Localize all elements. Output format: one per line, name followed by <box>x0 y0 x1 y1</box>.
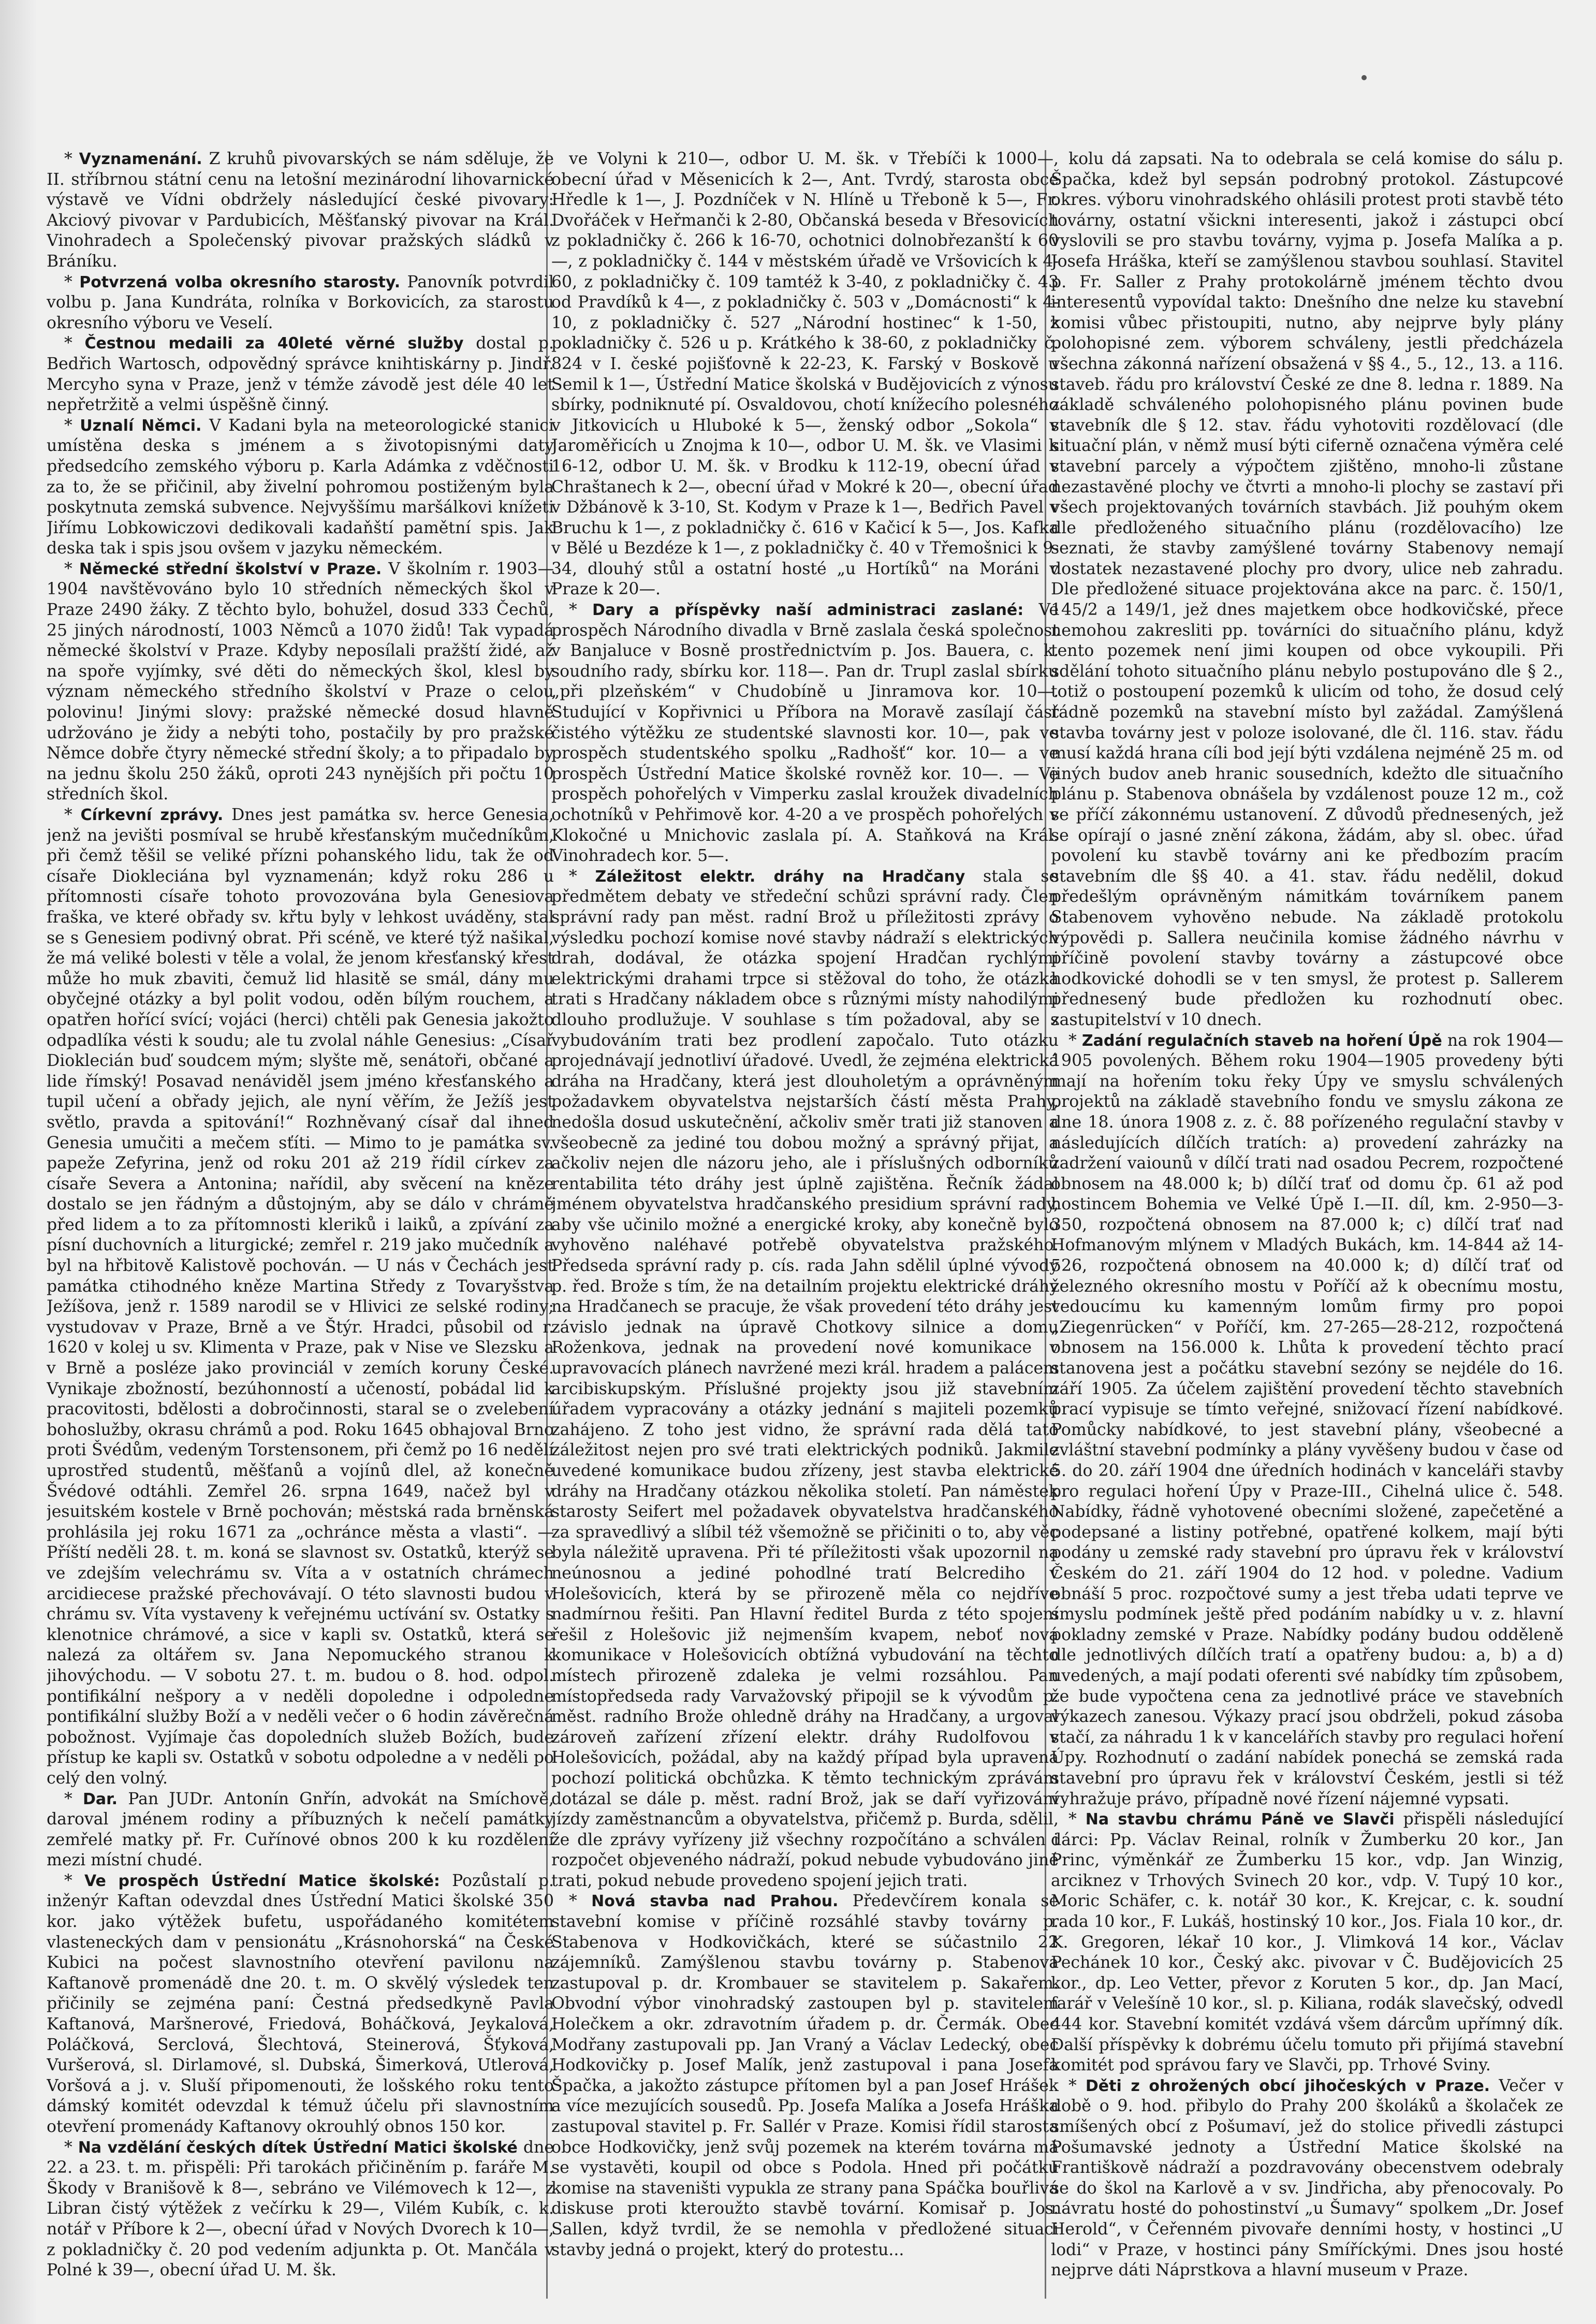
article-body-text: dostal p. Bedřich Wartosch, odpovědný správce knihtiskárny p. Jindř. Mercyho syna v Praze, jenž v témže závodě jest déle 40 let nepřetržitě a velmi úspěšně činný. <box>47 334 554 415</box>
article-paragraph <box>47 805 554 1789</box>
article-headline: Nová stavba nad Prahou. <box>591 1892 839 1911</box>
bullet-mark: * <box>569 867 595 886</box>
article-headline: Děti z ohrožených obcí jihočeských v Praze. <box>1085 2077 1490 2095</box>
article-headline: Čestnou medaili za 40leté věrné služby <box>84 334 464 353</box>
article-paragraph <box>47 149 554 272</box>
article-body-text: Dnes jest památka sv. herce Genesia, jenž na jevišti posmíval se hrubě křesťanským mučedníkům, při čemž těšil se veliké přízni pohanského lidu, tak že od císaře Diokleciána byl vyznamenán; když roku 286 u přítomnosti císaře tohoto provozována byla Genesiova fraška, ve které obřady sv. křtu byly v lehkost uváděny, stal se s Genesiem podivný obrat. Při scéně, ve které týž našikal, že má veliké bolesti v těle a volal, že jenom křesťanský křest může ho muk zbaviti, čemuž lid hlasitě se smál, dány mu obyčejné otázky a byl polit vodou, oděn bílým rouchem, a opatřen hořící svící; vojáci (herci) chtěli pak Genesia jakožto odpadlíka vésti k soudu; ale tu zvolal náhle Genesius: „Císař Dioklecián buď soudcem mým; slyšte mě, senátoři, občané a lide římský! Posavad nenáviděl jsem jméno křesťanského a tupil učení a obřady jejich, ale nyní věřím, že Ježíš jest světlo, pravda a spitování!“ Rozhněvaný císař dal ihned Genesia umučiti a mečem sťíti. — Mimo to je památka sv. papeže Zefyrina, jenž od roku 201 až 219 řídil církev za císaře Severa a Antonina; nařídil, aby svěcení na kněze dostalo se jen řádným a důstojným, aby se dálo v chrámě před lidem a to za přítomnosti kleriků i laiků, a zpívání za písní duchovních a liturgické; zemřel r. 219 jako mučedník a byl na hřbitově Kalistově pochován. — U nás v Čechách jest památka ctihodného kněze Martina Středy z Tovaryšstva Ježíšova, jenž r. 1589 narodil se v Hlivici ze selské rodiny; vystudovav v Praze, Brně a ve Štýr. Hradci, působil od r. 1620 v kolej u sv. Klimenta v Praze, pak v Nise ve Slezsku a v Brně a posléze jako provinciál v zemích koruny České. Vynikaje zbožností, bezúhonností a učeností, pobádal lid k pracovitosti, bdělosti a dobročinnosti, staral se o zvelebení bohoslužby, okrasu chrámů a pod. Roku 1645 obhajoval Brno proti Švédům, vedeným Torstensonem, při čemž po 16 nedělí uprostřed studentů, měšťanů a vojínů dlel, až konečně Švédové odtáhli. Zemřel 26. srpna 1649, načež byl v jesuitském kostele v Brně pochován; městská rada brněnská prohlásila jej roku 1671 za „ochránce města a vlasti“. — Příští neděli 28. t. m. koná se slavnost sv. Ostatků, kterýž se ve zdejším velechrámu sv. Víta a v ostatních chrámech arcidiecese pražské přechovávají. O této slavnosti budou v chrámu sv. Víta vystaveny k veřejnému uctívání sv. Ostatky s klenotnice chrámové, a sice v kapli sv. Ostatků, která se nalezá za oltářem sv. Jana Nepomuckého stranou k jihovýchodu. — V sobotu 27. t. m. budou o 8. hod. odpol. pontifikální nešpory a v neděli dopoledne i odpoledne pontifikální služby Boží a v neděli večer o 6 hodin závěrečná pobožnost. Vyjímaje čas dopoledních služeb Božích, bude přístup ke kapli sv. Ostatků v sobotu odpoledne a v neděli po celý den volný. <box>47 806 554 1788</box>
bullet-mark: * <box>569 601 593 620</box>
article-headline: Na stavbu chrámu Páně ve Slavči <box>1085 1810 1395 1829</box>
article-body-text: V školním r. 1903—1904 navštěvováno bylo 10 středních německých škol v Praze 2490 žáky. Z těchto bylo, bohužel, dosud 333 Čechů, 25 jiných národností, 1003 Němců a 1070 židů! Tak vypadá německé školství v Praze. Kdyby neposílali pražští židé, až na spoře vyjímky, své děti do německých škol, klesl by význam německého středního školství v Praze o celou polovinu! Jinými slovy: pražské německé dosud hlavně udržováno je židy a nebýti toho, postačily by pro pražské Němce dobře čtyry německé střední školy; a to připadalo by na jednu školu 250 žáků, oproti 243 nynějších při počtu 10 středních škol. <box>47 559 554 804</box>
article-body-text: V Kadani byla na meteorologické stanici umístěna deska s jménem a s životopisnými daty předsedcího zemského výboru p. Karla Adámka z vděčnosti za to, že se přičinil, aby živelní pohromou postiženým byla poskytnuta zemská subvence. Nejvyššímu maršálkovi knížeti Jiřímu Lobkowiczovi dedikovali kadaňští pamětní spis. Jak deska tak i spis jsou ovšem v jazyku německém. <box>47 416 554 558</box>
bullet-mark: * <box>64 1871 84 1890</box>
article-paragraph <box>47 416 554 559</box>
article-headline: Na vzdělání českých dítek Ústřední Matici školské <box>78 2138 518 2157</box>
bullet-mark: * <box>64 150 79 168</box>
article-headline: Dary a příspěvky naší administraci zaslané: <box>592 601 1024 620</box>
article-body-text: ve Volyni k 210—, odbor U. M. šk. v Třebíči k 1000—, obecní úřad v Měsenicích k 2—, Ant. Tvrdý, starosta obce Hředle k 1—, J. Pozdníček v N. Hlíně u Třeboně k 5—, Fr. Dvořáček v Heřmanči k 2-80, Občanská beseda v Břesovicích z pokladničky č. 266 k 16-70, ochotnici dolnobřezanští k 60—, z pokladničky č. 144 v městském úřadě ve Vršovicích k 4-60, z pokladničky č. 109 tamtéž k 3-40, z pokladničky č. 43 od Pravdíků k 4—, z pokladničky č. 503 v „Domácnosti“ k 4-10, z pokladničky č. 527 „Národní hostinec“ k 1-50, z pokladničky č. 526 u p. Krátkého k 38-60, z pokladničky č. 824 v I. české pojišťovně k 22-23, K. Farský v Boskově u Semil k 1—, Ústřední Matice školská v Budějovicích z výnosu sbírky, podniknuté pí. Osvaldovou, chotí knížecího polesného v Jitkovicích u Hluboké k 5—, ženský odbor „Sokola“ v Jaroměřicích u Znojma k 10—, odbor U. M. šk. ve Vlasimi k 16-12, odbor U. M. šk. v Brodku k 112-19, obecní úřad v Chraštanech k 2—, obecní úřad v Mokré k 20—, obecní úřad v Džbánově k 3-10, St. Kodym v Praze k 1—, Bedřich Pavel v Bruchu k 1—, z pokladničky č. 616 v Kačicí k 5—, Jos. Kafka v Bělé u Bezdéze k 1—, z pokladničky č. 40 v Třemošnici k 9-34, dlouhý stůl a ostatní hosté „u Hortíků“ na Moráni v Praze k 20—. <box>551 150 1059 599</box>
article-headline: Německé střední školství v Praze. <box>79 560 382 578</box>
article-body-text: Z kruhů pivovarských se nám sděluje, že II. stříbrnou státní cenu na letošní mezinárodní lihovarnické výstavě ve Vídni obdržely následující české pivovary: Akciový pivovar v Pardubicích, Měšťanský pivovar na Král. Vinohradech a Společenský pivovar pražských sládků v Bráníku. <box>47 150 554 271</box>
text-column-3 <box>1051 149 1563 2308</box>
article-headline: Vyznamenání. <box>79 150 202 168</box>
article-body-text: Pozůstalí p. inženýr Kaftan odevzdal dnes Ústřední Matici školské 350 kor. jako výtěžek bufetu, uspořádaného komitétem vlasteneckých dam v pensionátu „Krásnohorská“ na České Kubici na počest slavnostního otevření pavilonu na Kaftanově promenádě dne 20. t. m. O skvělý výsledek ten přičinily se zejména paní: Čestná předsedkyně Pavla Kaftanová, Maršnerové, Friedová, Boháčková, Jeykalová, Poláčková, Serclová, Šlechtová, Steinerová, Šťyková, Vuršerová, sl. Dirlamové, sl. Dubská, Šimerková, Utlerová, Voršová a j. v. Sluší připomenouti, že lošského roku tento dámský komitét odevzdal k témuž účelu při slavnostním otevření promenády Kaftanovy okrouhlý obnos 150 kor. <box>47 1871 554 2136</box>
article-headline: Zadání regulačních staveb na hoření Úpě <box>1081 1031 1442 1050</box>
article-body-text: Předevčírem konala se stavební komise v příčině rozsáhlé stavby továrny p. Stabenova v Hodkovičkách, které se súčastnilo 22 zájemníků. Zamýšlenou stavbu továrny p. Stabenova zastupoval p. dr. Krombauer se stavitelem p. Sakařem. Obvodní výbor vinohradský zastoupen byl p. stavitelem Holečkem a okr. zdravotním úřadem p. dr. Čermák. Obec Modřany zastupovali pp. Jan Vraný a Václav Ledecký, obec Hodkovičky p. Josef Malík, jenž zastupoval i pana Josefa Špačka, a jakožto zástupce přítomen byl a pan Josef Hrášek a více mezujících sousedů. Pp. Josefa Malíka a Josefa Hráška zastupoval stavitel p. Fr. Sallér v Praze. Komisi řídil starosta obce Hodkovičky, jenž svůj pozemek na kterém továrna má se vystavěti, koupil od obce s Podola. Hned při počátku komise na staveništi vypukla ze strany pana Spáčka bouřlivá diskuse proti kteroužto stavbě tovární. Komisař p. Jos. Sallen, když tvrdil, že se nemohla v předložené situaci stavby jedná o projekt, který do protestu... <box>551 1892 1059 2259</box>
article-paragraph <box>1051 1031 1563 1810</box>
article-headline: Ve prospěch Ústřední Matice školské: <box>84 1872 440 1890</box>
article-paragraph <box>551 149 1059 600</box>
article-paragraph <box>47 2138 554 2281</box>
article-body-text: na rok 1904—1905 povolených. Během roku 1904—1905 provedeny býti mají na hořením toku řeky Úpy ve smyslu schválených projektů na základě stavebního fondu ve smyslu zákona ze dne 18. února 1908 z. z. č. 88 pořízeného regulační stavby v následujících dílčích tratích: a) provedení zahrázky na zadržení vaiounů v dílčí trati nad osadou Pecrem, rozpočtené obnosem na 48.000 k; b) dílčí trať od domu čp. 61 až pod hostincem Bohemia ve Velké Úpě I.—II. díl, km. 2-950—3-350, rozpočtená obnosem na 87.000 k; c) dílčí trať nad Hofmanovým mlýnem v Mladých Bukách, km. 14-844 až 14-526, rozpočtená obnosem na 40.000 k; d) dílčí trať od železného okresního mostu v Poříčí až k obecnímu mostu, vedoucímu ku kamenným lomům firmy pro popoi „Ziegenrücken“ v Poříčí, km. 27-265—28-212, rozpočtená obnosem na 156.000 k. Lhůta k provedení těchto prací stanovena jest a počátku stavební sezóny se nejdéle do 16. září 1905. Za účelem zajištění provedení těchto stavebních prací vypisuje se tímto veřejné, snižovací řízení nabídkové. Pomůcky nabídkové, to jest stavební plány, všeobecné a zvláštní stavební podmínky a plány vyvěšeny budou v čase od 5. do 20. září 1904 dne úředních hodinách v kanceláři stavby pro regulaci hoření Úpy v Praze-III., Cihelná ulice č. 548. Nabídky, řádně vyhotovené obecními složené, zapečetěné a podepsané a listiny potřebné, opatřené kolkem, mají býti podány u zemské rady stavební pro úpravu řek v království Českém do 21. září 1904 do 12 hod. v poledne. Vadium obnáší 5 proc. rozpočtové sumy a jest třeba udati teprve ve smyslu podmínek ještě před podáním nabídky u v. z. hlavní pokladny zemské v Praze. Nabídky podány budou odděleně dle jednotlivých dílčích tratí a opatřeny budou: a, b) a d) uvedených, a mají podati oferenti své nabídky tím způsobem, že bude vypočtena cena za jednotlivé práce ve stavebních výkazech zanesou. Výkazy prací jsou obdrželi, pokud zásoba stačí, za náhradu 1 k v kancelářích stavby pro regulaci hoření Úpy. Rozhodnutí o zadání nabídek ponechá se zemská rada stavební pro úpravu řek v království Českém, jestli si též vyhražuje právo, případně nové řízení nájemné vypsati. <box>1051 1031 1563 1808</box>
article-body-text: Panovník potvrdil volbu p. Jana Kundráta, rolníka v Borkovicích, za starostu okresního výboru ve Veselí. <box>47 272 554 332</box>
article-body-text: stala se předmětem debaty ve středeční schůzi správní rady. Člen správní rady pan měst. radní Brož u příležitosti zprávy o výsledku pochozí komise nové stavby nádraží s elektrických drah, dodával, že otázka spojení Hradčan rychlými elektrickými drahami trpce si stěžoval do toho, že otázka trati s Hradčany nákladem obce s různými místy nahodilými dlouho prodlužuje. V souhlase s tím požadoval, aby se s vybudováním trati bez prodlení započalo. Tuto otázku projednávají jednotliví úřadové. Uvedl, že zejména elektrická dráha na Hradčany, která jest dlouholetým a oprávněným požadavkem obyvatelstva nejstarších částí města Prahy, nedošla dosud uskutečnění, ačkoliv směr trati již stanoven a všeobecně za jediné tou dobou možný a správný přijat, a ačkoliv nejen dle názoru jeho, ale i příslušných odborníků rentabilita této dráhy jest úplně zajištěna. Řečník žádal jménem obyvatelstva hradčanského presidium správní rady, aby vše učinilo možné a energické kroky, aby konečně bylo vyhověno naléhavé potřebě obyvatelstva pražského. Předseda správní rady p. cís. rada Jahn sdělil úplné vývody p. řed. Brože s tím, že na detailním projektu elektrické dráhy na Hradčanech se pracuje, že však provedení této dráhy jest závislo jednak na úpravě Chotkovy silnice a domu Roženkova, jednak na provedení nové komunikace v upravovacích plánech navržené mezi král. hradem a palácem arcibiskupským. Příslušné projekty jsou již stavebním úřadem vypracovány a otázky jednání s majiteli pozemků zahájeno. Z toho jest vidno, že správní rada dělá tato záležitost nejen pro své trati elektrických podniků. Jakmile uvedené komunikace budou zřízeny, jest stavba elektrické dráhy na Hradčany otázkou několika století. Pan náměstek starosty Seifert mel požadavek obyvatelstva hradčanského za spravedlivý a slíbil též všemožně se přičiniti o to, aby věc byla náležitě upravena. Při té příležitosti však upozornil na neúnosnou a jediné pohodlné tratí Belcrediho v Holešovicích, která by se přirozeně měla co nejdříve nadmírnou řešiti. Pan Hlavní ředitel Burda z této spojení řešil z Holešovic již nejmenším kvapem, neboť nová komunikace v Holešovicích obtížná vybudování na těchto místech přirozeně zdaleka je velmi rozsáhlou. Pan místopředseda rady Varvažovský připojil se k vývodům p. měst. radního Brože ohledně dráhy na Hradčany, a urgoval zároveň zařízení zřízení elektr. dráhy Rudolfovou v Holešovicích, požádal, aby na každý případ byla upravena pochozí politická obchůzka. K těmto technickým zprávám dotázal se dále p. měst. radní Brož, jak se daří vyřizování jízdy zaměstnancům a obyvatelstva, přičemž p. Burda, sdělil, že dle zprávy vyřízeny již všechny rozpočítáno a schválen i rozpočet objeveného nádraží, pokud nebude vybudováno jiné trati, pokud nebude provedeno spojení jejich trati. <box>551 867 1059 1890</box>
article-paragraph <box>47 1789 554 1871</box>
article-paragraph <box>551 867 1059 1892</box>
bullet-mark: * <box>1068 1031 1082 1050</box>
article-body-text: Večer v době o 9. hod. přibylo do Prahy 200 školáků a školaček ze smíšených obcí z Pošumaví, jež do stolice přivedli zástupci Pošumavské jednoty a Ústřední Matice školské na Františkově nádraží a pozdravovány obecenstvem odebraly se do škol na Karlově a v sv. Jindřicha, aby přenocovaly. Po návratu hosté do pohostinství „u Šumavy“ spolkem „Dr. Josef Herold“, v Čeřenném pivovaře denními hosty, v hostinci „U lodi“ v Praze, v hostinci pány Smíříckými. Dnes jsou hosté nejprve dáti Náprstkova a hlavní museum v Praze. <box>1051 2076 1563 2280</box>
article-body-text: dne 22. a 23. t. m. přispěli: Při tarokách přičiněním p. faráře M. Škody v Branišově k 8—, sebráno ve Vilémovech k 12—, z Libran čistý výtěžek z večírku k 29—, Vilém Kubík, c. k. notář v Příbore k 2—, obecní úřad v Nových Dvorech k 10—, z pokladničky č. 20 pod vedením adjunkta p. Ot. Mančála v Polné k 39—, obecní úřad U. M. šk. <box>47 2138 554 2280</box>
article-body-text: Ve prospěch Národního divadla v Brně zaslala česká společnost v Banjaluce v Bosně prostřednictvím p. Jos. Bauera, c. k. soudního rady, sbírku kor. 118—. Pan dr. Trupl zaslal sbírku „při plzeňském“ v Chudobíně u Jinramova kor. 10—. Studující v Kopřivnici u Příbora na Moravě zasílají část čistého výtěžku ze studentské slavnosti kor. 10—, pak ve prospěch studentského spolku „Radhošť“ kor. 10— a ve prospěch Ústřední Matice školské rovněž kor. 10—. — Ve prospěch pohořelých v Vimperku zaslal kroužek divadelních ochotníků v Pehřimově kor. 4-20 a ve prospěch pohořelých v Klokočné u Mnichovic zaslala pí. A. Staňková na Král. Vinohradech kor. 5—. <box>551 601 1059 866</box>
bullet-mark: * <box>569 1892 592 1911</box>
text-column-1 <box>47 149 554 2308</box>
article-paragraph <box>551 1891 1059 2260</box>
article-paragraph <box>47 559 554 805</box>
article-paragraph <box>551 600 1059 867</box>
article-headline: Církevní zprávy. <box>80 806 224 824</box>
article-body-text: kolu dá zapsati. Na to odebrala se celá komise do sálu p. Špačka, kdež byl sepsán podrobný protokol. Zástupcové okres. výboru vinohradského ohlásili protest proti stavbě této továrny, ostatní všickni interesenti, jakož i zástupci obcí vyslovili se pro stavbu továrny, vyjma p. Josefa Malíka a p. Josefa Hráška, kteří se zamýšlenou stavbou souhlasí. Stavitel p. Fr. Saller z Prahy protokolárně jménem těchto dvou interesentů vypovídal takto: Dnešního dne nelze ku stavební komisi vůbec přistoupiti, nutno, aby nejprve byly plány polohopisné zem. výborem schváleny, jestli předcházela všechna zákonná nařízení obsažená v §§ 4., 5., 12., 13. a 116. staveb. řádu pro království České ze dne 8. ledna r. 1889. Na základě schváleného polohopisného plánu povinen bude stavebník dle § 12. stav. řádu vyhotoviti rozdělovací (dle situační plán, v němž musí býti ciferně označena výměra celé stavební parcely a výpočtem zjištěno, mnoho-li zůstane nezastavěné plochy ve čtvrti a mnoho-li plochy se zastaví při všech projektovaných továrních stavbách. Již pouhým okem dle předloženého situačního plánu (rozdělovacího) lze seznati, že stavby zamýšlené továrny Stabenovy nemají dostatek nezastavené plochy pro dvory, ulice neb zahradu. Dle předložené situace projektována akce na parc. č. 150/1, 145/2 a 149/1, jež dnes majetkem obce hodkovičské, přece nemohou zakresliti pp. továrníci do situačního plánu, když tento pozemek není jimi koupen od obce vykoupili. Při sdělání tohoto situačního plánu nebylo postupováno dle § 2., totiž o postoupení pozemků k ulicím od toho, že dosud celý řádně pozemků na stavební místo byl zažádal. Zamýšlená stavba továrny jest v poloze isolované, dle čl. 116. stav. řádu musí každá hrana cíli bod její býti vzdálena nejméně 25 m. od jiných budov aneb hranic sousedních, kdežto dle situačního plánu p. Stabenova obnášela by vzdálenost pouze 12 m., což se příčí zákonnému ustanovení. Z důvodů přednesených, jež se opírají o jasné znění zákona, žádám, aby sl. obec. úřad povolení ku stavbě továrny ani ke předbozím pracím stavebním dle §§ 40. a 41. stav. řádu nedělil, dokud předešlým oprávněným námitkám továrníkem panem Stabenovem vyhověno nebude. Na základě protokolu výpovědi p. Sallera neučinila komise žádného návrhu v příčině povolení stavby továrny a zástupcové obce hodkovické dohodli se v ten smysl, že protest p. Sallerem přednesený bude předložen ku rozhodnutí obec. zastupitelství v 10 dnech. <box>1051 150 1563 1029</box>
bullet-mark: * <box>64 1789 83 1808</box>
article-paragraph <box>47 272 554 334</box>
ink-speck <box>1361 75 1367 80</box>
article-paragraph <box>1051 2076 1563 2281</box>
article-headline: Dar. <box>83 1790 118 1808</box>
article-headline: Uznalí Němci. <box>80 416 202 435</box>
bullet-mark: * <box>64 272 80 291</box>
bullet-mark: * <box>64 806 81 824</box>
article-body-text: přispěli následující dárci: Pp. Václav Reinal, rolník v Žumberku 20 kor., Jan Princ, výměnkář ze Žumberku 15 kor., vdp. Jan Winzig, arciknez v Trhových Svinech 20 kor., vdp. V. Tupý 10 kor., Moric Schäfer, c. k. notář 30 kor., K. Krejcar, c. k. soudní rada 10 kor., F. Lukáš, hostinský 10 kor., Jos. Fiala 10 kor., dr. K. Gregoren, lékař 10 kor., J. Vlimková 14 kor., Václav Pechánek 10 kor., Český akc. pivovar v Č. Budějovicích 25 kor., dp. Leo Vetter, převor z Koruten 5 kor., dp. Jan Mací, farář v Velešíně 10 kor., sl. p. Kiliana, rodák slavečský, odvedl 444 kor. Stavební komitét vzdává všem dárcům upřímný dík. Další příspěvky k dobrému účelu tomuto při přijímá stavební komitét pod správou fary ve Slavči, pp. Trhové Sviny. <box>1051 1810 1563 2075</box>
bullet-mark: * <box>64 2138 78 2157</box>
article-paragraph <box>47 333 554 415</box>
article-paragraph <box>1051 149 1563 1031</box>
article-body-text: Pan JUDr. Antonín Gnřín, advokát na Smíchově, daroval jménem rodiny a příbuzných k nečelí památky zemřelé matky př. Fr. Cuřínové obnos 200 k ku rozdělení mezi místní chudé. <box>47 1789 554 1870</box>
bullet-mark: * <box>64 334 85 353</box>
article-paragraph <box>47 1871 554 2138</box>
article-headline: Záležitost elektr. dráhy na Hradčany <box>595 867 965 886</box>
article-paragraph <box>1051 1809 1563 2076</box>
text-column-2 <box>551 149 1059 2308</box>
article-headline: Potvrzená volba okresního starosty. <box>79 273 401 291</box>
bullet-mark: * <box>1068 1810 1086 1829</box>
bullet-mark: * <box>64 416 80 435</box>
bullet-mark: * <box>1068 2076 1086 2095</box>
bullet-mark: * <box>64 559 79 578</box>
